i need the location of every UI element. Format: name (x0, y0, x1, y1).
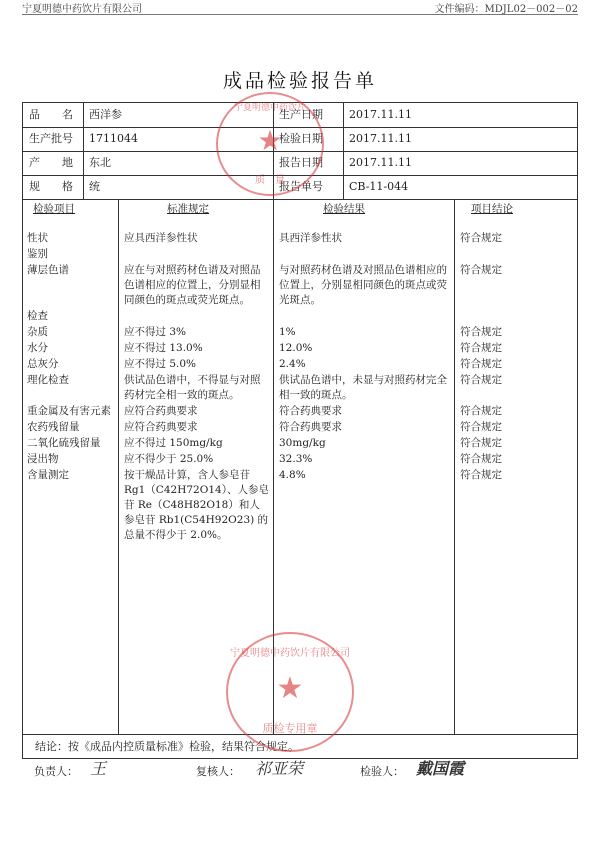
inspector-label: 检验人： (360, 765, 404, 778)
report-no-value: CB-11-044 (349, 180, 409, 193)
responsible-label: 负责人： (34, 765, 78, 778)
conclusion-text: 结论：按《成品内控质量标准》检验，结果符合规定。 (23, 734, 577, 758)
column-divider (454, 199, 455, 734)
report-no-label: 报告单号 (279, 180, 323, 193)
name-label: 品 名 (29, 108, 73, 121)
responsible-signature: 王 (90, 759, 107, 778)
header-rule (22, 14, 578, 15)
page-title: 成品检验报告单 (222, 70, 377, 92)
inspector-signature: 戴国霞 (416, 759, 465, 778)
document-number: 文件编码：MDJL02－002－02 (434, 4, 578, 15)
col-header-conclusion: 项目结论 (471, 203, 513, 215)
report-date-label: 报告日期 (279, 156, 323, 169)
test-date-value: 2017.11.11 (349, 132, 412, 145)
col-header-standard: 标准规定 (167, 203, 209, 215)
batch-label: 生产批号 (29, 132, 73, 145)
quality-seal-stamp: ★ 宁夏明德中药饮片 质 量 (216, 92, 324, 196)
spec-value: 统 (89, 180, 100, 193)
name-value: 西洋参 (89, 108, 122, 121)
column-divider (118, 199, 119, 734)
prod-date-value: 2017.11.11 (349, 108, 412, 121)
reviewer-signature: 祁亚荣 (255, 759, 304, 778)
batch-value: 1711044 (89, 132, 138, 145)
report-table: 品 名 西洋参 生产日期 2017.11.11 生产批号 1711044 检验日期 2017.11.11 产 地 东北 报告日期 2017.11.11 规 格 统 报告单号 CB-11-044 检验项目 标准规定 检验结果 项目结论 性状 应具西洋参性状 具西洋参性状 符合规定 鉴别 薄层色谱 应在与对照药材色谱及对照品色谱相应的位置上，分别显相同颜色的斑点或荧光斑点。 与对照药材色谱及对照品色谱相应的位置上，分别显相同颜色的斑点或荧光斑点。 符合规定 检查 杂质 应不得过 3% 1% 符合规定 水分 应不得过 13.0% 12.0% 符合规定 总灰分 应不得过 5.0% 2.4% 符合规定 理化检查 供试品色谱中，不得显与对照药材完全相一致的斑点。 供试品色谱中，未显与对照药材完全相一致的斑点。 符合规定 重金属及有害元素 应符合药典要求 符合药典要求 符合规定 农药残留量 应符合药典要求 符合药典要求 符合规定 二氧化硫残留量 应不得过 150mg/kg 30mg/kg 符合规定 浸出物 应不得少于 25.0% 32.3% 符合规定 含量测定 按干燥品计算，含人参皂苷 Rg1（C42H72O14）、人参皂苷 Re（C48H82O18）和人参皂苷 Rb1(C54H92O23) 的总量不得少于 2.0%。 4.8% 符合规定 结论：按《成品内控质量标准》检验，结果符合规定。 (22, 102, 578, 759)
col-header-item: 检验项目 (33, 203, 75, 215)
inspection-seal-stamp: ★ 宁夏明德中药饮片有限公司 质检专用章 (226, 632, 354, 752)
prod-date-label: 生产日期 (279, 108, 323, 121)
test-date-label: 检验日期 (279, 132, 323, 145)
company-header: 宁夏明德中药饮片有限公司 (22, 4, 142, 15)
origin-label: 产 地 (29, 156, 73, 169)
col-header-result: 检验结果 (323, 203, 365, 215)
report-date-value: 2017.11.11 (349, 156, 412, 169)
reviewer-label: 复核人： (196, 765, 240, 778)
spec-label: 规 格 (29, 180, 73, 193)
origin-value: 东北 (89, 156, 111, 169)
